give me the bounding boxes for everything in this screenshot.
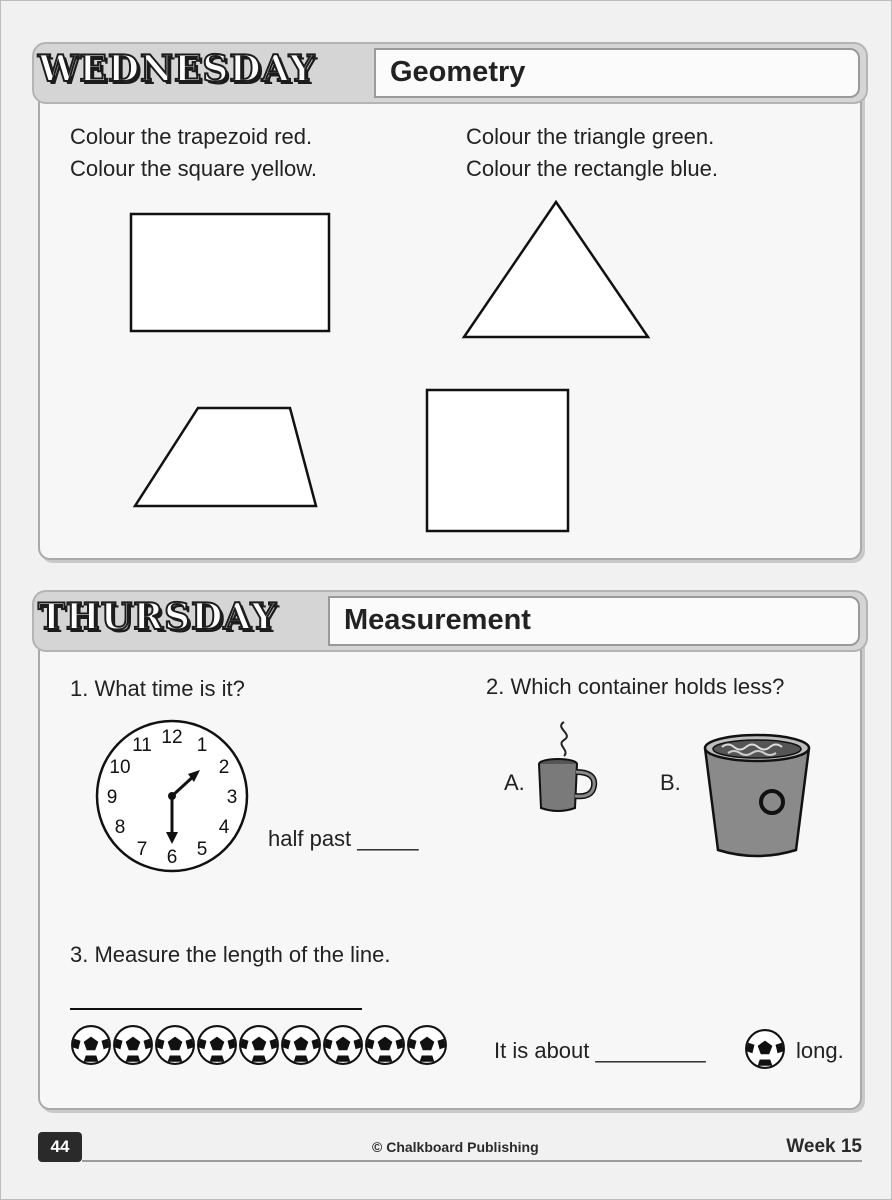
clock-number: 1 <box>196 735 208 756</box>
footer-rule <box>82 1160 862 1162</box>
soccer-ball-unit <box>70 1024 112 1071</box>
square-shape[interactable] <box>427 390 568 531</box>
clock-number: 2 <box>218 757 230 778</box>
instruction-triangle: Colour the triangle green. <box>466 124 715 149</box>
copyright: © Chalkboard Publishing <box>372 1139 539 1155</box>
soccer-ball-unit <box>112 1024 154 1071</box>
soccer-ball-unit <box>406 1024 448 1071</box>
thursday-section <box>38 592 862 1110</box>
option-a-label: A. <box>504 770 525 795</box>
measure-line <box>70 1008 362 1010</box>
clock-number: 4 <box>218 817 230 838</box>
bucket-icon[interactable] <box>700 732 814 860</box>
wednesday-day-title: WEDNESDAY <box>38 48 316 90</box>
shapes-canvas <box>40 46 860 558</box>
triangle-shape[interactable] <box>464 202 648 337</box>
clock <box>92 716 252 876</box>
question-3: 3. Measure the length of the line. <box>70 942 391 967</box>
soccer-ball-unit <box>322 1024 364 1071</box>
question-2: 2. Which container holds less? <box>486 674 785 699</box>
clock-number: 10 <box>109 757 131 778</box>
rectangle-shape[interactable] <box>131 214 329 331</box>
mug-icon[interactable] <box>530 720 600 816</box>
instruction-square: Colour the square yellow. <box>70 156 318 181</box>
measure-answer-prompt[interactable]: It is about _________ <box>494 1038 706 1063</box>
soccer-ball-unit <box>364 1024 406 1071</box>
clock-number: 6 <box>166 847 178 868</box>
clock-number: 8 <box>114 817 126 838</box>
wednesday-subject: Geometry <box>390 56 526 88</box>
clock-number: 11 <box>132 735 152 756</box>
soccer-ball-unit <box>196 1024 238 1071</box>
instruction-trapezoid: Colour the trapezoid red. <box>70 124 313 149</box>
week-label: Week 15 <box>786 1136 862 1157</box>
thursday-subject: Measurement <box>344 604 531 636</box>
thursday-day-title: THURSDAY <box>38 596 278 638</box>
soccer-ball-icon <box>744 1028 786 1070</box>
thursday-subject-box <box>328 596 860 646</box>
clock-number: 5 <box>196 839 208 860</box>
measure-answer-suffix: long. <box>796 1038 844 1063</box>
clock-number: 12 <box>161 727 183 748</box>
clock-number: 9 <box>106 787 118 808</box>
time-answer-prompt[interactable]: half past _____ <box>268 826 419 851</box>
soccer-ball-unit <box>280 1024 322 1071</box>
clock-number: 7 <box>136 839 148 860</box>
question-1: 1. What time is it? <box>70 676 245 701</box>
soccer-ball-row <box>70 1024 450 1066</box>
soccer-ball-unit <box>154 1024 196 1071</box>
wednesday-section <box>38 44 862 560</box>
thursday-header-band <box>32 590 868 652</box>
clock-center <box>168 792 176 800</box>
trapezoid-shape[interactable] <box>135 408 316 506</box>
instruction-rectangle: Colour the rectangle blue. <box>466 156 718 181</box>
option-b-label: B. <box>660 770 681 795</box>
soccer-ball-unit <box>238 1024 280 1071</box>
clock-number: 3 <box>226 787 238 808</box>
page-number: 44 <box>38 1132 82 1162</box>
